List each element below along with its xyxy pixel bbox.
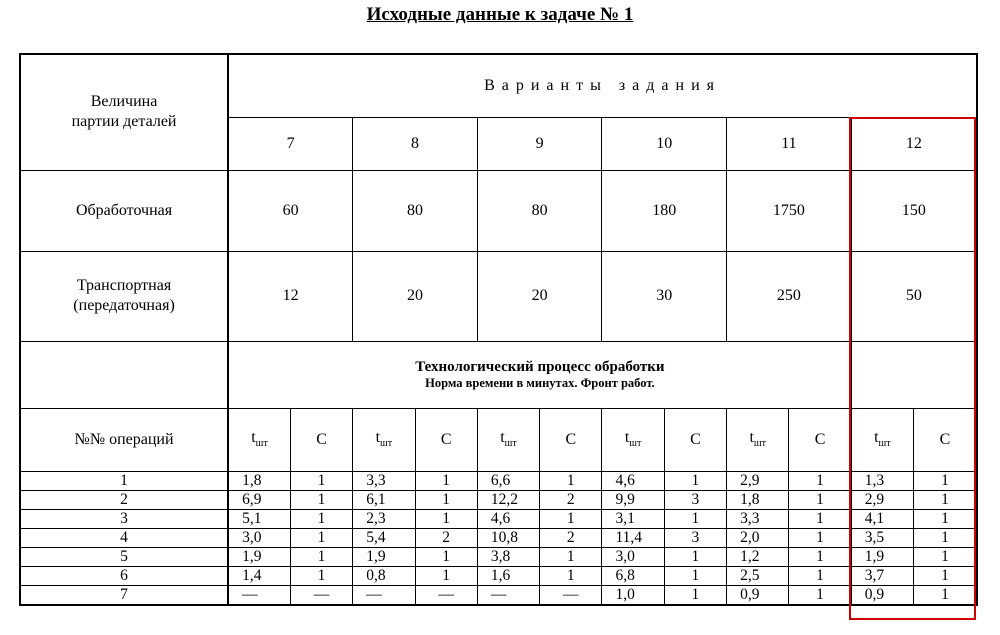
c-header: С (664, 408, 726, 471)
front-cell: 3 (664, 528, 726, 547)
time-cell: 2,0 (727, 528, 789, 547)
front-cell: 1 (540, 566, 602, 585)
time-cell: 10,8 (477, 528, 539, 547)
time-cell: 3,1 (602, 509, 664, 528)
time-cell: 1,8 (727, 490, 789, 509)
process-title: Технологический процесс обработки (415, 358, 665, 375)
front-cell: 1 (789, 528, 851, 547)
time-cell: 3,0 (228, 528, 290, 547)
time-cell: 1,0 (602, 585, 664, 605)
front-cell: 3 (664, 490, 726, 509)
c-header: С (540, 408, 602, 471)
front-cell: 1 (914, 528, 977, 547)
front-cell: 1 (664, 509, 726, 528)
transport-lot-value: 50 (851, 251, 977, 341)
t-piece-header: $t_{шт}$ (477, 408, 539, 471)
lot-size-label-line1: Величина (90, 93, 158, 111)
c-header: С (415, 408, 477, 471)
time-cell: 12,2 (477, 490, 539, 509)
operation-number: 3 (20, 509, 228, 528)
c-header: С (290, 408, 352, 471)
variant-number: 11 (727, 117, 852, 170)
front-cell: 1 (540, 509, 602, 528)
operations-body (20, 471, 977, 605)
processing-lot-value: 80 (353, 170, 478, 251)
operation-number: 6 (20, 566, 228, 585)
front-cell: 1 (415, 471, 477, 490)
time-cell: 2,9 (727, 471, 789, 490)
front-cell: 1 (540, 471, 602, 490)
time-cell: 4,6 (602, 471, 664, 490)
source-data-table (19, 53, 978, 606)
transport-lot-row (20, 251, 977, 341)
time-cell: 6,9 (228, 490, 290, 509)
front-cell: 1 (789, 509, 851, 528)
time-cell: 4,1 (851, 509, 913, 528)
front-cell: 1 (914, 566, 977, 585)
time-cell: 4,6 (477, 509, 539, 528)
transport-lot-value: 30 (602, 251, 727, 341)
front-cell: 1 (789, 566, 851, 585)
time-cell: 0,9 (851, 585, 913, 605)
operation-row (20, 547, 977, 566)
time-cell: 1,9 (851, 547, 913, 566)
front-cell: 1 (789, 585, 851, 605)
operations-label: №№ операций (20, 408, 228, 471)
t-piece-header: $t_{шт}$ (353, 408, 415, 471)
time-cell: 2,3 (353, 509, 415, 528)
variant-number: 12 (851, 117, 977, 170)
ops-header-row (20, 408, 977, 471)
front-cell: 1 (789, 490, 851, 509)
time-cell: 3,3 (353, 471, 415, 490)
front-cell: 1 (664, 585, 726, 605)
time-cell: 3,3 (727, 509, 789, 528)
front-cell: 1 (914, 585, 977, 605)
time-cell: 3,0 (602, 547, 664, 566)
t-piece-header: $t_{шт}$ (602, 408, 664, 471)
time-cell: 11,4 (602, 528, 664, 547)
time-cell: 5,1 (228, 509, 290, 528)
front-cell: 1 (290, 490, 352, 509)
operation-row (20, 566, 977, 585)
front-cell: — (290, 585, 352, 605)
front-cell: 1 (914, 490, 977, 509)
operation-number: 2 (20, 490, 228, 509)
time-cell: 5,4 (353, 528, 415, 547)
front-cell: 1 (290, 547, 352, 566)
transport-lot-value: 12 (228, 251, 353, 341)
time-cell: 6,1 (353, 490, 415, 509)
t-piece-header: $t_{шт}$ (228, 408, 290, 471)
time-cell: 1,4 (228, 566, 290, 585)
time-cell: 6,6 (477, 471, 539, 490)
front-cell: 1 (664, 471, 726, 490)
front-cell: 1 (415, 490, 477, 509)
processing-lot-value: 150 (851, 170, 977, 251)
front-cell: 1 (290, 509, 352, 528)
variant-number: 7 (228, 117, 353, 170)
processing-lot-value: 80 (477, 170, 602, 251)
variant-number: 9 (477, 117, 602, 170)
transport-lot-value: 250 (727, 251, 852, 341)
lot-size-label-line2: партии деталей (71, 113, 177, 131)
operation-row (20, 585, 977, 605)
transport-lot-label-line2: (передаточная) (73, 297, 175, 314)
front-cell: 2 (415, 528, 477, 547)
process-header-row (20, 341, 977, 408)
front-cell: 1 (914, 509, 977, 528)
front-cell: 1 (290, 566, 352, 585)
time-cell: 1,3 (851, 471, 913, 490)
page-title: Исходные данные к задаче № 1 (366, 4, 634, 25)
front-cell: 1 (290, 528, 352, 547)
variant-number: 8 (353, 117, 478, 170)
blank-cell (851, 341, 977, 408)
operation-row (20, 528, 977, 547)
front-cell: — (540, 585, 602, 605)
variant-number: 10 (602, 117, 727, 170)
operation-number: 5 (20, 547, 228, 566)
front-cell: 2 (540, 528, 602, 547)
lot-size-header (20, 54, 228, 170)
operation-number: 1 (20, 471, 228, 490)
time-cell: 9,9 (602, 490, 664, 509)
processing-lot-value: 1750 (727, 170, 852, 251)
front-cell: 1 (664, 566, 726, 585)
front-cell: 1 (914, 547, 977, 566)
time-cell: 2,9 (851, 490, 913, 509)
transport-lot-value: 20 (353, 251, 478, 341)
front-cell: 1 (540, 547, 602, 566)
time-cell: — (353, 585, 415, 605)
operation-number: 4 (20, 528, 228, 547)
front-cell: 1 (415, 509, 477, 528)
process-subtitle: Норма времени в минутах. Фронт работ. (425, 375, 655, 390)
time-cell: 1,9 (353, 547, 415, 566)
t-piece-header: $t_{шт}$ (851, 408, 913, 471)
time-cell: 3,8 (477, 547, 539, 566)
variants-header: Варианты задания (228, 54, 977, 117)
operation-row (20, 490, 977, 509)
c-header: С (914, 408, 977, 471)
time-cell: — (477, 585, 539, 605)
time-cell: 1,9 (228, 547, 290, 566)
time-cell: 1,6 (477, 566, 539, 585)
front-cell: 1 (290, 471, 352, 490)
processing-lot-value: 180 (602, 170, 727, 251)
time-cell: 0,8 (353, 566, 415, 585)
front-cell: 1 (914, 471, 977, 490)
front-cell: 1 (789, 547, 851, 566)
c-header: С (789, 408, 851, 471)
time-cell: — (228, 585, 290, 605)
processing-lot-row (20, 170, 977, 251)
time-cell: 3,7 (851, 566, 913, 585)
time-cell: 1,2 (727, 547, 789, 566)
transport-lot-label (20, 251, 228, 341)
time-cell: 3,5 (851, 528, 913, 547)
process-header (228, 341, 851, 408)
front-cell: 1 (415, 547, 477, 566)
time-cell: 0,9 (727, 585, 789, 605)
time-cell: 6,8 (602, 566, 664, 585)
front-cell: 1 (415, 566, 477, 585)
operation-number: 7 (20, 585, 228, 605)
blank-cell (20, 341, 228, 408)
processing-lot-label: Обработочная (20, 170, 228, 251)
front-cell: 2 (540, 490, 602, 509)
front-cell: 1 (789, 471, 851, 490)
t-piece-header: $t_{шт}$ (727, 408, 789, 471)
front-cell: 1 (664, 547, 726, 566)
operation-row (20, 471, 977, 490)
time-cell: 1,8 (228, 471, 290, 490)
operation-row (20, 509, 977, 528)
processing-lot-value: 60 (228, 170, 353, 251)
transport-lot-label-line1: Транспортная (76, 277, 172, 294)
transport-lot-value: 20 (477, 251, 602, 341)
time-cell: 2,5 (727, 566, 789, 585)
front-cell: — (415, 585, 477, 605)
